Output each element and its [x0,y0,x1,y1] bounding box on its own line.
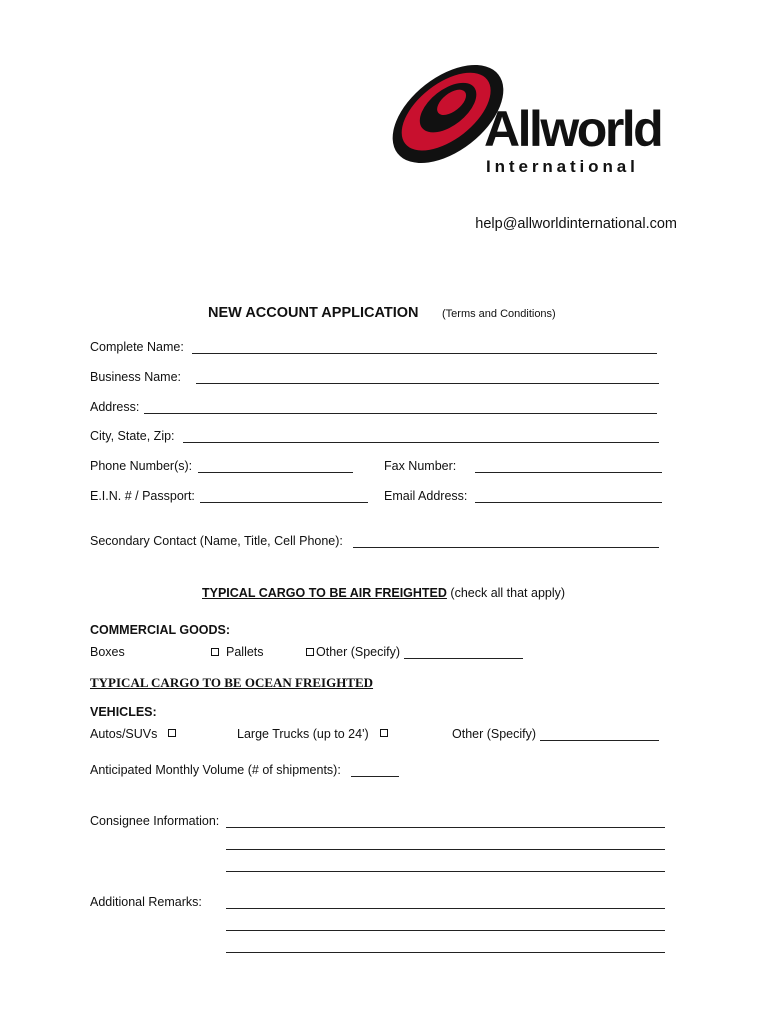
consignee-field-3[interactable] [226,871,665,872]
ein-field[interactable] [200,502,368,503]
email-address-field[interactable] [475,502,662,503]
monthly-volume-label: Anticipated Monthly Volume (# of shipments): [90,763,341,777]
vehicles-label: VEHICLES: [90,705,157,719]
pallets-checkbox[interactable] [306,648,314,656]
city-state-zip-field[interactable] [183,442,659,443]
consignee-field-2[interactable] [226,849,665,850]
complete-name-field[interactable] [192,353,657,354]
secondary-contact-label: Secondary Contact (Name, Title, Cell Phone): [90,534,343,548]
consignee-field-1[interactable] [226,827,665,828]
air-other-field[interactable] [404,658,523,659]
monthly-volume-field[interactable] [351,776,399,777]
autos-label: Autos/SUVs [90,727,158,741]
air-freight-heading: TYPICAL CARGO TO BE AIR FREIGHTED [202,586,447,600]
fax-field[interactable] [475,472,662,473]
ocean-other-label: Other (Specify) [452,727,537,741]
remarks-field-3[interactable] [226,952,665,953]
fax-label: Fax Number: [384,459,457,473]
air-freight-section [202,586,565,600]
form-title: NEW ACCOUNT APPLICATION [208,305,419,321]
secondary-contact-field[interactable] [353,547,659,548]
ocean-other-field[interactable] [540,740,659,741]
boxes-label: Boxes [90,645,125,659]
ein-label: E.I.N. # / Passport: [90,489,195,503]
city-state-zip-label: City, State, Zip: [90,429,175,443]
remarks-field-1[interactable] [226,908,665,909]
autos-checkbox[interactable] [168,729,176,737]
phone-label: Phone Number(s): [90,459,193,473]
consignee-label: Consignee Information: [90,814,220,828]
address-label: Address: [90,400,140,414]
air-other-label: Other (Specify) [316,645,401,659]
trucks-label: Large Trucks (up to 24') [237,727,369,741]
complete-name-label: Complete Name: [90,340,184,354]
pallets-label: Pallets [226,645,264,659]
phone-field[interactable] [198,472,353,473]
boxes-checkbox[interactable] [211,648,219,656]
address-field[interactable] [144,413,657,414]
commercial-goods-label: COMMERCIAL GOODS: [90,623,231,637]
trucks-checkbox[interactable] [380,729,388,737]
contact-email-link[interactable]: help@allworldinternational.com [475,216,677,232]
logo-wordmark: Allworld [484,101,662,157]
remarks-field-2[interactable] [226,930,665,931]
logo-subtitle: International [486,157,639,176]
air-freight-note: (check all that apply) [450,586,566,600]
business-name-field[interactable] [196,383,659,384]
ocean-freight-heading: TYPICAL CARGO TO BE OCEAN FREIGHTED [90,675,374,690]
email-address-label: Email Address: [384,489,468,503]
remarks-label: Additional Remarks: [90,895,202,909]
business-name-label: Business Name: [90,370,182,384]
terms-link[interactable]: (Terms and Conditions) [442,308,556,320]
